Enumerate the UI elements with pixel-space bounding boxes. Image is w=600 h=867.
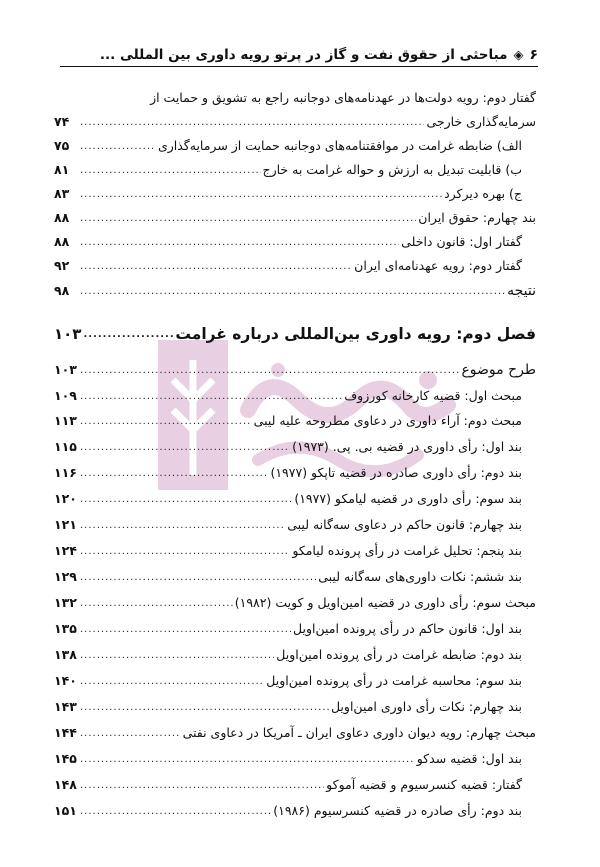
toc-entry-text: بند دوم: رأی داوری صادره در قضیه تاپکو (۱۹۷۷) xyxy=(270,465,522,480)
toc-page-number: ۸۸ xyxy=(54,210,70,225)
toc-entry[interactable] xyxy=(54,277,536,299)
dot-leader xyxy=(80,188,442,202)
toc-entry[interactable] xyxy=(54,589,536,611)
toc-entry[interactable] xyxy=(54,108,536,130)
dot-leader xyxy=(80,285,505,299)
toc-entry[interactable] xyxy=(54,156,536,178)
toc-page-number: ۹۸ xyxy=(54,283,70,298)
toc-page-number: ۱۱۶ xyxy=(54,465,77,480)
toc-intro-line xyxy=(54,84,536,106)
toc-entry-text: طرح موضوع xyxy=(461,362,536,378)
diamond-icon: ◈ xyxy=(513,47,524,63)
toc-entry-text: بند اول: قضیه سدکو xyxy=(416,751,522,766)
toc-entry-text: بند اول: رأی داوری در قضیه بی. پی. (۱۹۷۳) xyxy=(292,439,522,454)
toc-page-number: ۱۴۸ xyxy=(54,777,77,792)
toc-page-number: ۷۵ xyxy=(54,138,70,153)
toc-entry[interactable] xyxy=(54,563,536,585)
toc-entry-text: بند چهارم: حقوق ایران xyxy=(418,210,536,225)
toc-page-number: ۱۴۳ xyxy=(54,699,77,714)
toc-entry-text: بند ششم: نکات داوری‌های سه‌گانه لیبی xyxy=(318,569,522,584)
toc-entry[interactable] xyxy=(54,641,536,663)
toc-entry-text: گفتار دوم: رویه عهدنامه‌ای ایران xyxy=(354,258,522,273)
toc-chapter-heading[interactable] xyxy=(54,318,536,342)
toc-page-number: ۸۳ xyxy=(54,186,70,201)
toc-entry-text: گفتار اول: قانون داخلی xyxy=(401,234,522,249)
dot-leader xyxy=(80,675,264,689)
toc-entry-text: ب) قابلیت تبدیل به ارزش و حواله غرامت به خارج xyxy=(262,162,522,177)
toc-entry[interactable] xyxy=(54,433,536,455)
toc-entry[interactable] xyxy=(54,615,536,637)
toc-entry[interactable] xyxy=(54,204,536,226)
dot-leader xyxy=(80,415,252,429)
toc-entry[interactable] xyxy=(54,719,536,741)
toc-entry-text: بند چهارم: قانون حاکم در دعاوی سه‌گانه لیبی xyxy=(287,517,522,532)
dot-leader xyxy=(80,753,415,767)
toc-page-number: ۱۳۲ xyxy=(54,595,77,610)
toc-entry[interactable] xyxy=(54,797,536,819)
toc-entry[interactable] xyxy=(54,485,536,507)
toc-entry-text: بند سوم: محاسبه غرامت در رأی پرونده امین‌اویل xyxy=(266,673,522,688)
dot-leader xyxy=(80,236,399,250)
toc-entry[interactable] xyxy=(54,132,536,154)
toc-page-number: ۱۱۵ xyxy=(54,439,77,454)
toc-entry-text: بند پنجم: تحلیل غرامت در رأی پرونده لیامکو xyxy=(292,543,522,558)
toc-entry-text: فصل دوم: رویه داوری بین‌المللی درباره غرامت xyxy=(175,325,536,343)
dot-leader xyxy=(80,390,342,404)
toc-page-number: ۱۰۳ xyxy=(54,362,77,377)
dot-leader xyxy=(80,701,329,715)
toc-entry-text: مبحث اول: قضیه کارخانه کورزوف xyxy=(344,388,522,403)
toc-entry-text: مبحث چهارم: رویه دیوان داوری دعاوی ایران ـ آمریکا در دعاوی نفتی xyxy=(182,725,536,740)
toc-entry[interactable] xyxy=(54,693,536,715)
toc-entry[interactable] xyxy=(54,537,536,559)
dot-leader xyxy=(80,164,261,178)
toc-entry-text: مبحث دوم: آراء داوری در دعاوی مطروحه علیه لیبی xyxy=(253,413,522,428)
dot-leader xyxy=(80,212,416,226)
toc-entry[interactable] xyxy=(54,252,536,274)
toc-entry-text: بند چهارم: نکات رأی داوری امین‌اویل xyxy=(330,699,522,714)
toc-entry[interactable] xyxy=(54,228,536,250)
toc-page-number: ۱۴۰ xyxy=(54,673,77,688)
dot-leader xyxy=(83,328,173,342)
toc-entry[interactable] xyxy=(54,459,536,481)
toc-entry[interactable] xyxy=(54,511,536,533)
toc-entry[interactable] xyxy=(54,382,536,404)
running-title: مباحثی از حقوق نفت و گاز در پرتو رویه داوری بین المللی ... xyxy=(99,47,508,63)
page-number: ۶ xyxy=(529,47,538,63)
toc-page-number: ۱۵۱ xyxy=(54,803,77,818)
toc-page-number: ۹۲ xyxy=(54,258,70,273)
toc-page-number: ۱۳۸ xyxy=(54,647,77,662)
toc-page-number: ۱۲۴ xyxy=(54,543,77,558)
dot-leader xyxy=(80,727,181,741)
toc-entry[interactable] xyxy=(54,745,536,767)
dot-leader xyxy=(80,649,274,663)
dot-leader xyxy=(80,493,292,507)
toc-page-number: ۸۸ xyxy=(54,234,70,249)
toc-entry-text: نتیجه xyxy=(507,283,536,299)
toc-entry-text: گفتار دوم: رویه دولت‌ها در عهدنامه‌های دوجانبه راجع به تشویق و حمایت از xyxy=(150,90,536,105)
dot-leader xyxy=(80,519,285,533)
toc-entry-text: الف) ضابطه غرامت در موافقتنامه‌های دوجانبه حمایت از سرمایه‌گذاری xyxy=(157,138,522,153)
dot-leader xyxy=(80,116,424,130)
toc-page-number: ۸۱ xyxy=(54,162,70,177)
toc-entry[interactable] xyxy=(54,667,536,689)
dot-leader xyxy=(80,805,271,819)
toc-page-number: ۱۴۴ xyxy=(54,725,77,740)
toc-entry-text: مبحث سوم: رأی داوری در قضیه امین‌اویل و کویت (۱۹۸۲) xyxy=(234,595,536,610)
toc-page-number: ۷۴ xyxy=(54,114,70,129)
toc-entry-text: بند سوم: رأی داوری در قضیه لیامکو (۱۹۷۷) xyxy=(294,491,522,506)
toc-entry-text: ج) بهره دیرکرد xyxy=(444,186,522,201)
dot-leader xyxy=(80,779,324,793)
toc-page-number: ۱۱۳ xyxy=(54,413,77,428)
toc-page-number: ۱۲۰ xyxy=(54,491,77,506)
dot-leader xyxy=(80,545,290,559)
toc-entry-text: سرمایه‌گذاری خارجی xyxy=(426,114,536,129)
dot-leader xyxy=(80,623,291,637)
dot-leader xyxy=(80,467,268,481)
dot-leader xyxy=(80,364,459,378)
dot-leader xyxy=(80,140,156,154)
dot-leader xyxy=(80,441,290,455)
toc-entry[interactable] xyxy=(54,407,536,429)
toc-page-number: ۱۲۱ xyxy=(54,517,77,532)
dot-leader xyxy=(80,260,352,274)
toc-page-number: ۱۲۹ xyxy=(54,569,77,584)
toc-entry[interactable] xyxy=(54,180,536,202)
toc-entry[interactable] xyxy=(54,771,536,793)
toc-page-number: ۱۰۹ xyxy=(54,388,77,403)
toc-entry-text: بند دوم: رأی صادره در قضیه کنسرسیوم (۱۹۸۶) xyxy=(273,803,522,818)
toc-entry-text: گفتار: قضیه کنسرسیوم و قضیه آموکو xyxy=(326,777,522,792)
dot-leader xyxy=(80,597,233,611)
running-header xyxy=(60,44,538,67)
toc-entry-text: بند اول: قانون حاکم در رأی پرونده امین‌اویل xyxy=(293,621,522,636)
toc-entry-text: بند دوم: ضابطه غرامت در رأی پرونده امین‌اویل xyxy=(276,647,522,662)
toc-page-number: ۱۰۳ xyxy=(54,325,82,343)
dot-leader xyxy=(80,571,316,585)
toc-entry[interactable] xyxy=(54,356,536,378)
toc-page-number: ۱۳۵ xyxy=(54,621,77,636)
toc-page-number: ۱۴۵ xyxy=(54,751,77,766)
